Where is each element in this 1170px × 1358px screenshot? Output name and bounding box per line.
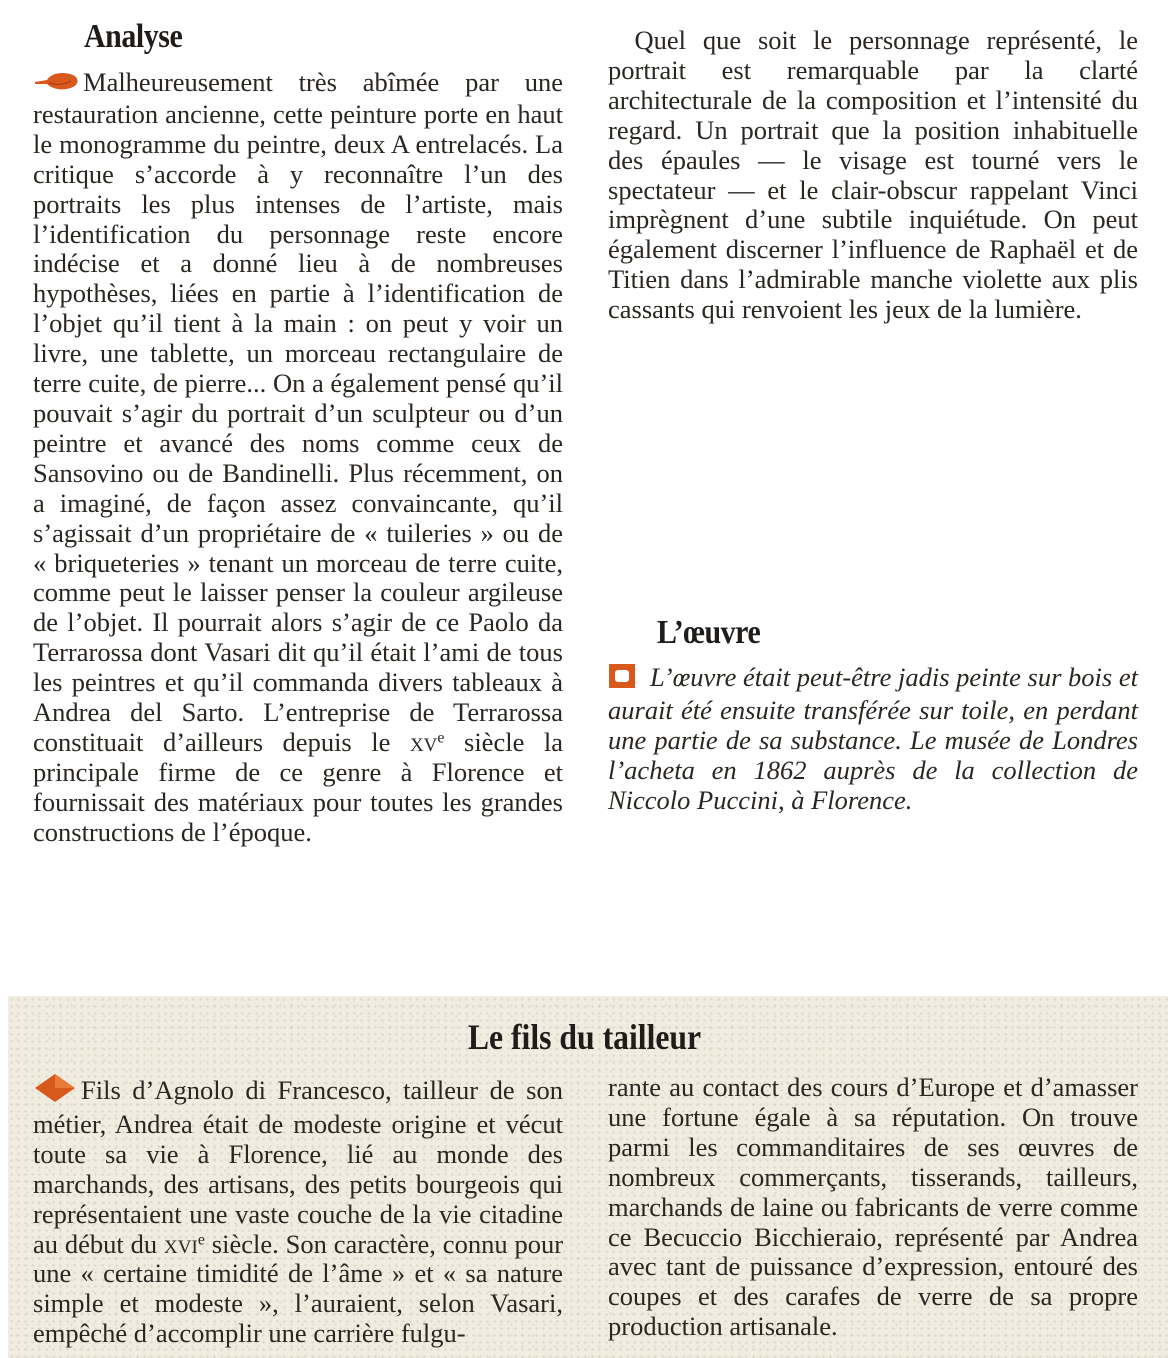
analyse-continuation: Quel que soit le personnage représenté, le portrait est remarquable par la clarté architecturale de la composition et l’intensité du regard. Un portrait que la position inhabituelle des épaules — le visage est tourné vers le spectateur — et le clair-obscur rappelant Vinci imprègnent d’une subtile inquiétude. On peut également discerner l’influence de Raphaël et de Titien dans l’admirable manche violette aux plis cassants qui renvoient les jeux de la lumière. bbox=[608, 25, 1138, 325]
square-bullet-icon bbox=[608, 663, 636, 696]
analyse-heading: Analyse bbox=[84, 18, 183, 55]
hand-pointer-icon bbox=[33, 69, 81, 100]
analyse-paragraph bbox=[33, 68, 563, 848]
analyse-text-column bbox=[33, 68, 563, 848]
oeuvre-paragraph bbox=[608, 663, 1138, 816]
oeuvre-text: L’œuvre était peut-être jadis peinte sur bois et aurait été ensuite transférée sur toile, en perdant une partie de sa substance. Le musée de Londres l’acheta en 1862 auprès de la collection de Niccolo Puccini, à Florence. bbox=[608, 662, 1138, 815]
box-text-column-left bbox=[33, 1073, 563, 1349]
analyse-century-sup: e bbox=[437, 729, 445, 747]
box-continuation: rante au contact des cours d’Europe et d’amasser une fortune égale à sa réputation. On trouve parmi les commanditaires de ses œuvres de nombreux commerçants, tisserands, tailleurs, marchands de laine ou fabricants de verre comme ce Becuccio Bicchieraio, représenté par Andrea avec tant de puissance d’expression, entouré des coupes et des carafes de verre de sa propre production artisanale. bbox=[608, 1072, 1138, 1342]
box-century-sup: e bbox=[197, 1230, 205, 1248]
box-century: xvi bbox=[164, 1228, 198, 1259]
diamond-icon bbox=[33, 1073, 77, 1110]
analyse-continuation-column bbox=[608, 26, 1138, 325]
box-title: Le fils du tailleur bbox=[468, 1017, 702, 1057]
analyse-century: xv bbox=[409, 726, 438, 757]
box-text-start: Fils d’Agnolo di Francesco, tailleur de son métier, Andrea était de modeste origine et vécut toute sa vie à Florence, lié au monde des marchands, des artisans, des petits bourgeois qui représentaient une vaste couche de la vie citadine au début du bbox=[33, 1075, 563, 1259]
box-text-end: siècle. Son caractère, connu pour une « certaine timidité de l’âme » et « sa nature simple et modeste », l’auraient, selon Vasari, empêché d’accomplir une carrière fulgu- bbox=[33, 1228, 564, 1349]
box-paragraph bbox=[33, 1073, 563, 1349]
analyse-text-end: siècle la principale firme de ce genre à Florence et fournissait des matériaux pour toutes les grandes constructions de l’époque. bbox=[33, 726, 563, 847]
oeuvre-heading: L’œuvre bbox=[657, 614, 761, 651]
analyse-text: Malheureusement très abîmée par une restauration ancienne, cette peinture porte en haut le monogramme du peintre, deux A entrelacés. La critique s’accorde à y reconnaître l’un des portraits les plus intenses de l’artiste, mais l’identification du personnage reste encore indécise et a donné lieu à de nombreuses hypothèses, liées en partie à l’identification de l’objet qu’il tient à la main : on peut y voir un livre, une tablette, un morceau rectangulaire de terre cuite, de pierre... On a également pensé qu’il pouvait s’agir du portrait d’un sculpteur ou d’un peintre et avancé des noms comme ceux de Sansovino ou de Bandinelli. Plus récemment, on a imaginé, de façon assez convaincante, qu’il s’agissait d’un propriétaire de « tuileries » ou de « briqueteries » tenant un morceau de terre cuite, comme peut le laisser penser la couleur argileuse de l’objet. Il pourrait alors s’agir de ce Paolo da Terrarossa dont Vasari dit qu’il était l’ami de tous les peintres et qu’il commanda divers tableaux à Andrea del Sarto. L’entreprise de Terrarossa constituait d’ailleurs depuis le bbox=[33, 67, 563, 757]
oeuvre-text-column bbox=[608, 663, 1138, 816]
box-text-column-right bbox=[608, 1073, 1138, 1342]
